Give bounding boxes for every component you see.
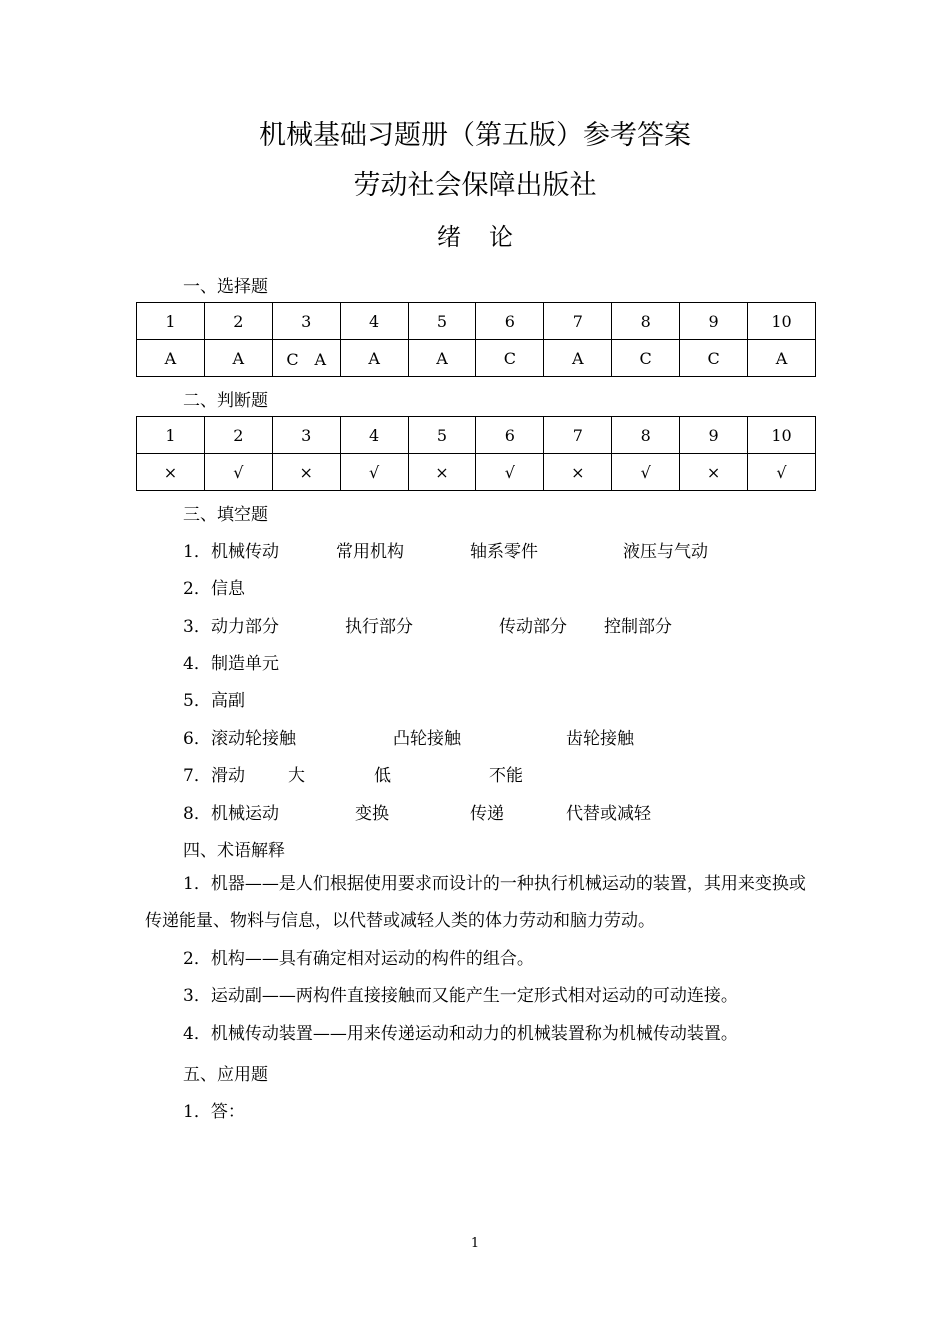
answer-part: 执行部分 [345,617,413,637]
document-title: 机械基础习题册（第五版）参考答案 [259,120,691,151]
table-cell: 7 [544,417,612,454]
table-cell: 7 [544,303,612,340]
term-definition-2: 2．机构——具有确定相对运动的构件的组合。 [183,949,534,969]
item-number: 5． [183,691,211,711]
item-number: 8． [183,804,211,824]
table-row-numbers [137,303,816,340]
table-cell: × [680,454,748,491]
table-cell: 6 [476,417,544,454]
table-cell: √ [748,454,816,491]
item-number: 4． [183,654,211,674]
table-cell: 10 [748,417,816,454]
answer-part: 滑动 [211,766,245,786]
publisher-name: 劳动社会保障出版社 [353,170,597,201]
answer-part: 制造单元 [211,654,279,674]
table-cell: A [408,340,476,377]
table-cell: 10 [748,303,816,340]
term-definition-1: 1．机器——是人们根据使用要求而设计的一种执行机械运动的装置，其用来变换或传递能量、物料与信息，以代替或减轻人类的体力劳动和脑力劳动。 [145,874,806,931]
answer-part: 高副 [211,691,245,711]
judgement-answer-table [136,416,816,491]
answer-part: 滚动轮接触 [211,729,296,749]
answer-part: 机械传动 [211,542,279,562]
table-cell: C [476,340,544,377]
table-cell: × [544,454,612,491]
item-number: 1． [183,542,211,562]
section-heading-judgement: 二、判断题 [183,391,268,411]
table-cell: √ [476,454,544,491]
answer-part: 代替或减轻 [566,804,651,824]
answer-part: 液压与气动 [623,542,708,562]
answer-part: 信息 [211,579,245,599]
table-cell: 4 [340,303,408,340]
table-cell: C A [272,340,340,377]
answer-part: 传动部分 [499,617,567,637]
table-cell: 1 [137,417,205,454]
table-cell: 8 [612,417,680,454]
table-cell: 4 [340,417,408,454]
answer-part: 大 [288,766,305,786]
item-number: 2． [183,579,211,599]
answer-part: 变换 [355,804,389,824]
table-row-answers [137,340,816,377]
table-cell: 2 [204,417,272,454]
table-cell: √ [204,454,272,491]
table-cell: × [272,454,340,491]
answer-part: 常用机构 [336,542,404,562]
answer-part: 控制部分 [604,617,672,637]
answer-part: 低 [374,766,391,786]
table-cell: A [137,340,205,377]
answer-part: 传递 [470,804,504,824]
answer-part: 机械运动 [211,804,279,824]
answer-part: 轴系零件 [470,542,538,562]
table-cell: 3 [272,303,340,340]
table-cell: 5 [408,303,476,340]
table-cell: √ [340,454,408,491]
page-number: 1 [470,1236,480,1251]
table-cell: 3 [272,417,340,454]
term-definition-3: 3．运动副——两构件直接接触而又能产生一定形式相对运动的可动连接。 [183,986,738,1006]
item-number: 3． [183,617,211,637]
table-cell: 5 [408,417,476,454]
table-cell: C [612,340,680,377]
section-heading-terms: 四、术语解释 [183,841,285,861]
table-row-answers [137,454,816,491]
section-heading-application: 五、应用题 [183,1065,268,1085]
table-cell: 8 [612,303,680,340]
chapter-title: 绪论 [437,223,541,251]
answer-part: 不能 [489,766,523,786]
answer-part: 齿轮接触 [566,729,634,749]
table-cell: × [408,454,476,491]
table-row-numbers [137,417,816,454]
table-cell: 1 [137,303,205,340]
table-cell: 9 [680,303,748,340]
table-cell: 2 [204,303,272,340]
table-cell: 6 [476,303,544,340]
table-cell: A [340,340,408,377]
choice-answer-table [136,302,816,377]
table-cell: 9 [680,417,748,454]
term-definition-4: 4．机械传动装置——用来传递运动和动力的机械装置称为机械传动装置。 [183,1024,738,1044]
table-cell: A [544,340,612,377]
answer-part: 动力部分 [211,617,279,637]
item-number: 7． [183,766,211,786]
item-number: 6． [183,729,211,749]
section-heading-fill-blank: 三、填空题 [183,505,268,525]
application-item-1: 1．答： [183,1102,245,1122]
table-cell: √ [612,454,680,491]
table-cell: A [204,340,272,377]
table-cell: × [137,454,205,491]
answer-part: 凸轮接触 [393,729,461,749]
table-cell: A [748,340,816,377]
table-cell: C [680,340,748,377]
section-heading-choice: 一、选择题 [183,277,268,297]
